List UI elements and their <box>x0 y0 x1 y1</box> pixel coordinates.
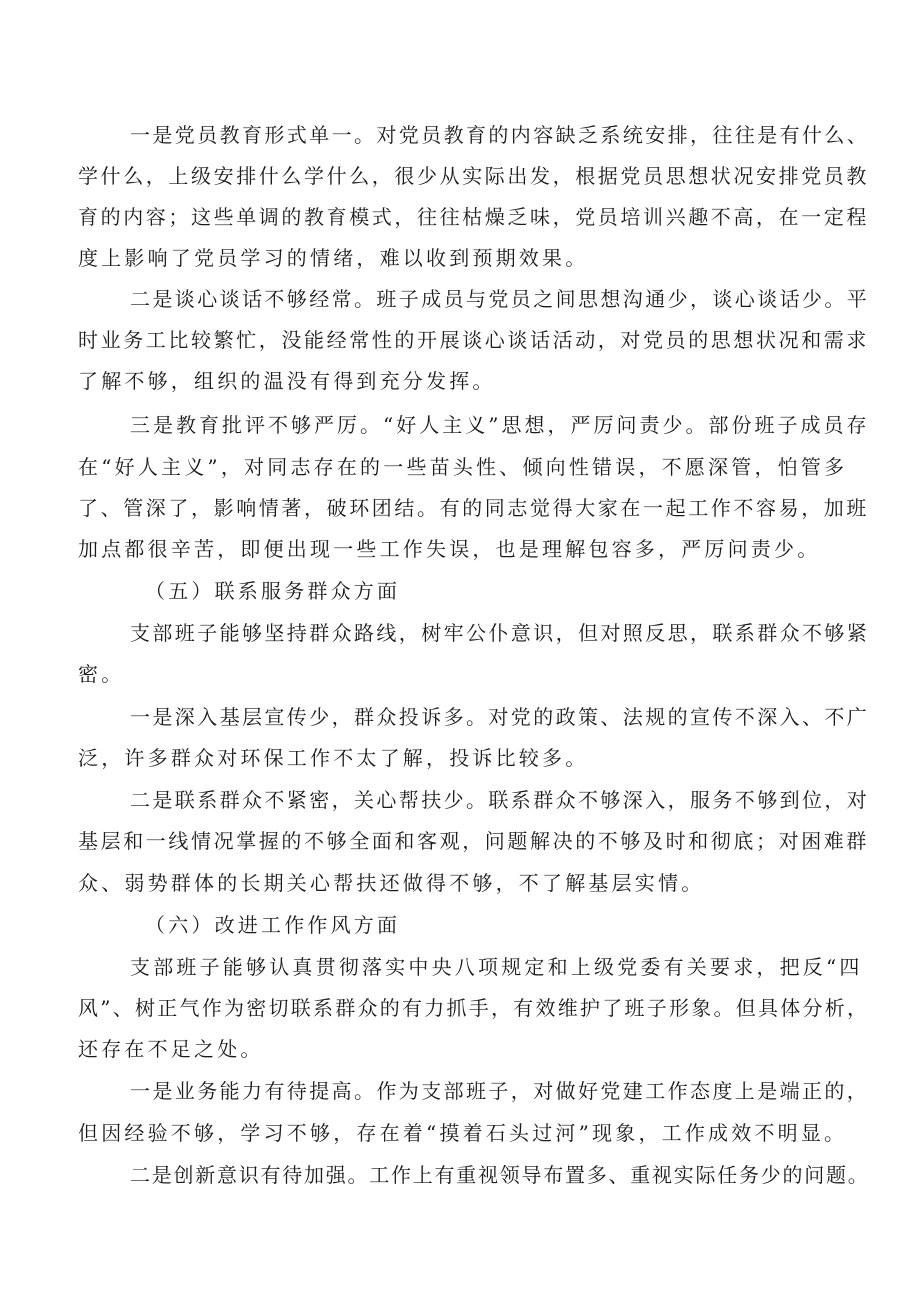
text-line: 支部班子能够坚持群众路线，树牢公仆意识，但对照反思，联系群众不够紧 <box>130 621 870 645</box>
section-heading: （五）联系服务群众方面 <box>145 579 401 603</box>
text-line: 在“好人主义”，对同志存在的一些苗头性、倾向性错误，不愿深管，怕管多 <box>78 455 848 479</box>
text-line: 了、管深了，影响情著，破环团结。有的同志觉得大家在一起工作不容易，加班 <box>78 496 869 520</box>
text-line: 一是业务能力有待提高。作为支部班子，对做好党建工作态度上是端正的， <box>130 1079 870 1103</box>
text-line: 众、弱势群体的长期关心帮扶还做得不够，不了解基层实情。 <box>78 871 705 895</box>
text-line: 加点都很辛苦，即便出现一些工作失误，也是理解包容多，严厉问责少。 <box>78 537 821 561</box>
text-line: 二是联系群众不紧密，关心帮扶少。联系群众不够深入，服务不够到位，对 <box>130 788 870 812</box>
text-line: 密。 <box>78 662 125 686</box>
text-line: 泛，许多群众对环保工作不太了解，投诉比较多。 <box>78 746 589 770</box>
text-line: 度上影响了党员学习的情绪，难以收到预期效果。 <box>78 246 589 270</box>
text-line: 三是教育批评不够严厉。“好人主义”思想，严厉问责少。部份班子成员存 <box>130 413 870 437</box>
text-line: 一是深入基层宣传少，群众投诉多。对党的政策、法规的宣传不深入、不广 <box>130 705 870 729</box>
text-line: 二是谈心谈话不够经常。班子成员与党员之间思想沟通少，谈心谈话少。平 <box>130 287 870 311</box>
text-line: 育的内容；这些单调的教育模式，往往枯燥乏味，党员培训兴趣不高，在一定程 <box>78 205 869 229</box>
text-line: 二是创新意识有待加强。工作上有重视领导布置多、重视实际任务少的问题。 <box>130 1163 870 1187</box>
section-heading: （六）改进工作作风方面 <box>145 913 401 937</box>
text-line: 基层和一线情况掌握的不够全面和客观，问题解决的不够及时和彻底；对困难群 <box>78 829 869 853</box>
text-line: 但因经验不够，学习不够，存在着“摸着石头过河”现象，工作成效不明显。 <box>78 1121 848 1145</box>
text-line: 一是党员教育形式单一。对党员教育的内容缺乏系统安排，往往是有什么、 <box>130 123 870 147</box>
text-line: 支部班子能够认真贯彻落实中央八项规定和上级党委有关要求，把反“四 <box>130 955 863 979</box>
text-line: 了解不够，组织的温没有得到充分发挥。 <box>78 369 496 393</box>
text-line: 风”、树正气作为密切联系群众的有力抓手，有效维护了班子形象。但具体分析， <box>78 996 870 1020</box>
text-line: 还存在不足之处。 <box>78 1037 264 1061</box>
text-line: 学什么，上级安排什么学什么，很少从实际出发，根据党员思想状况安排党员教 <box>78 164 869 188</box>
text-line: 时业务工比较繁忙，没能经常性的开展谈心谈话活动，对党员的思想状况和需求 <box>78 328 869 352</box>
